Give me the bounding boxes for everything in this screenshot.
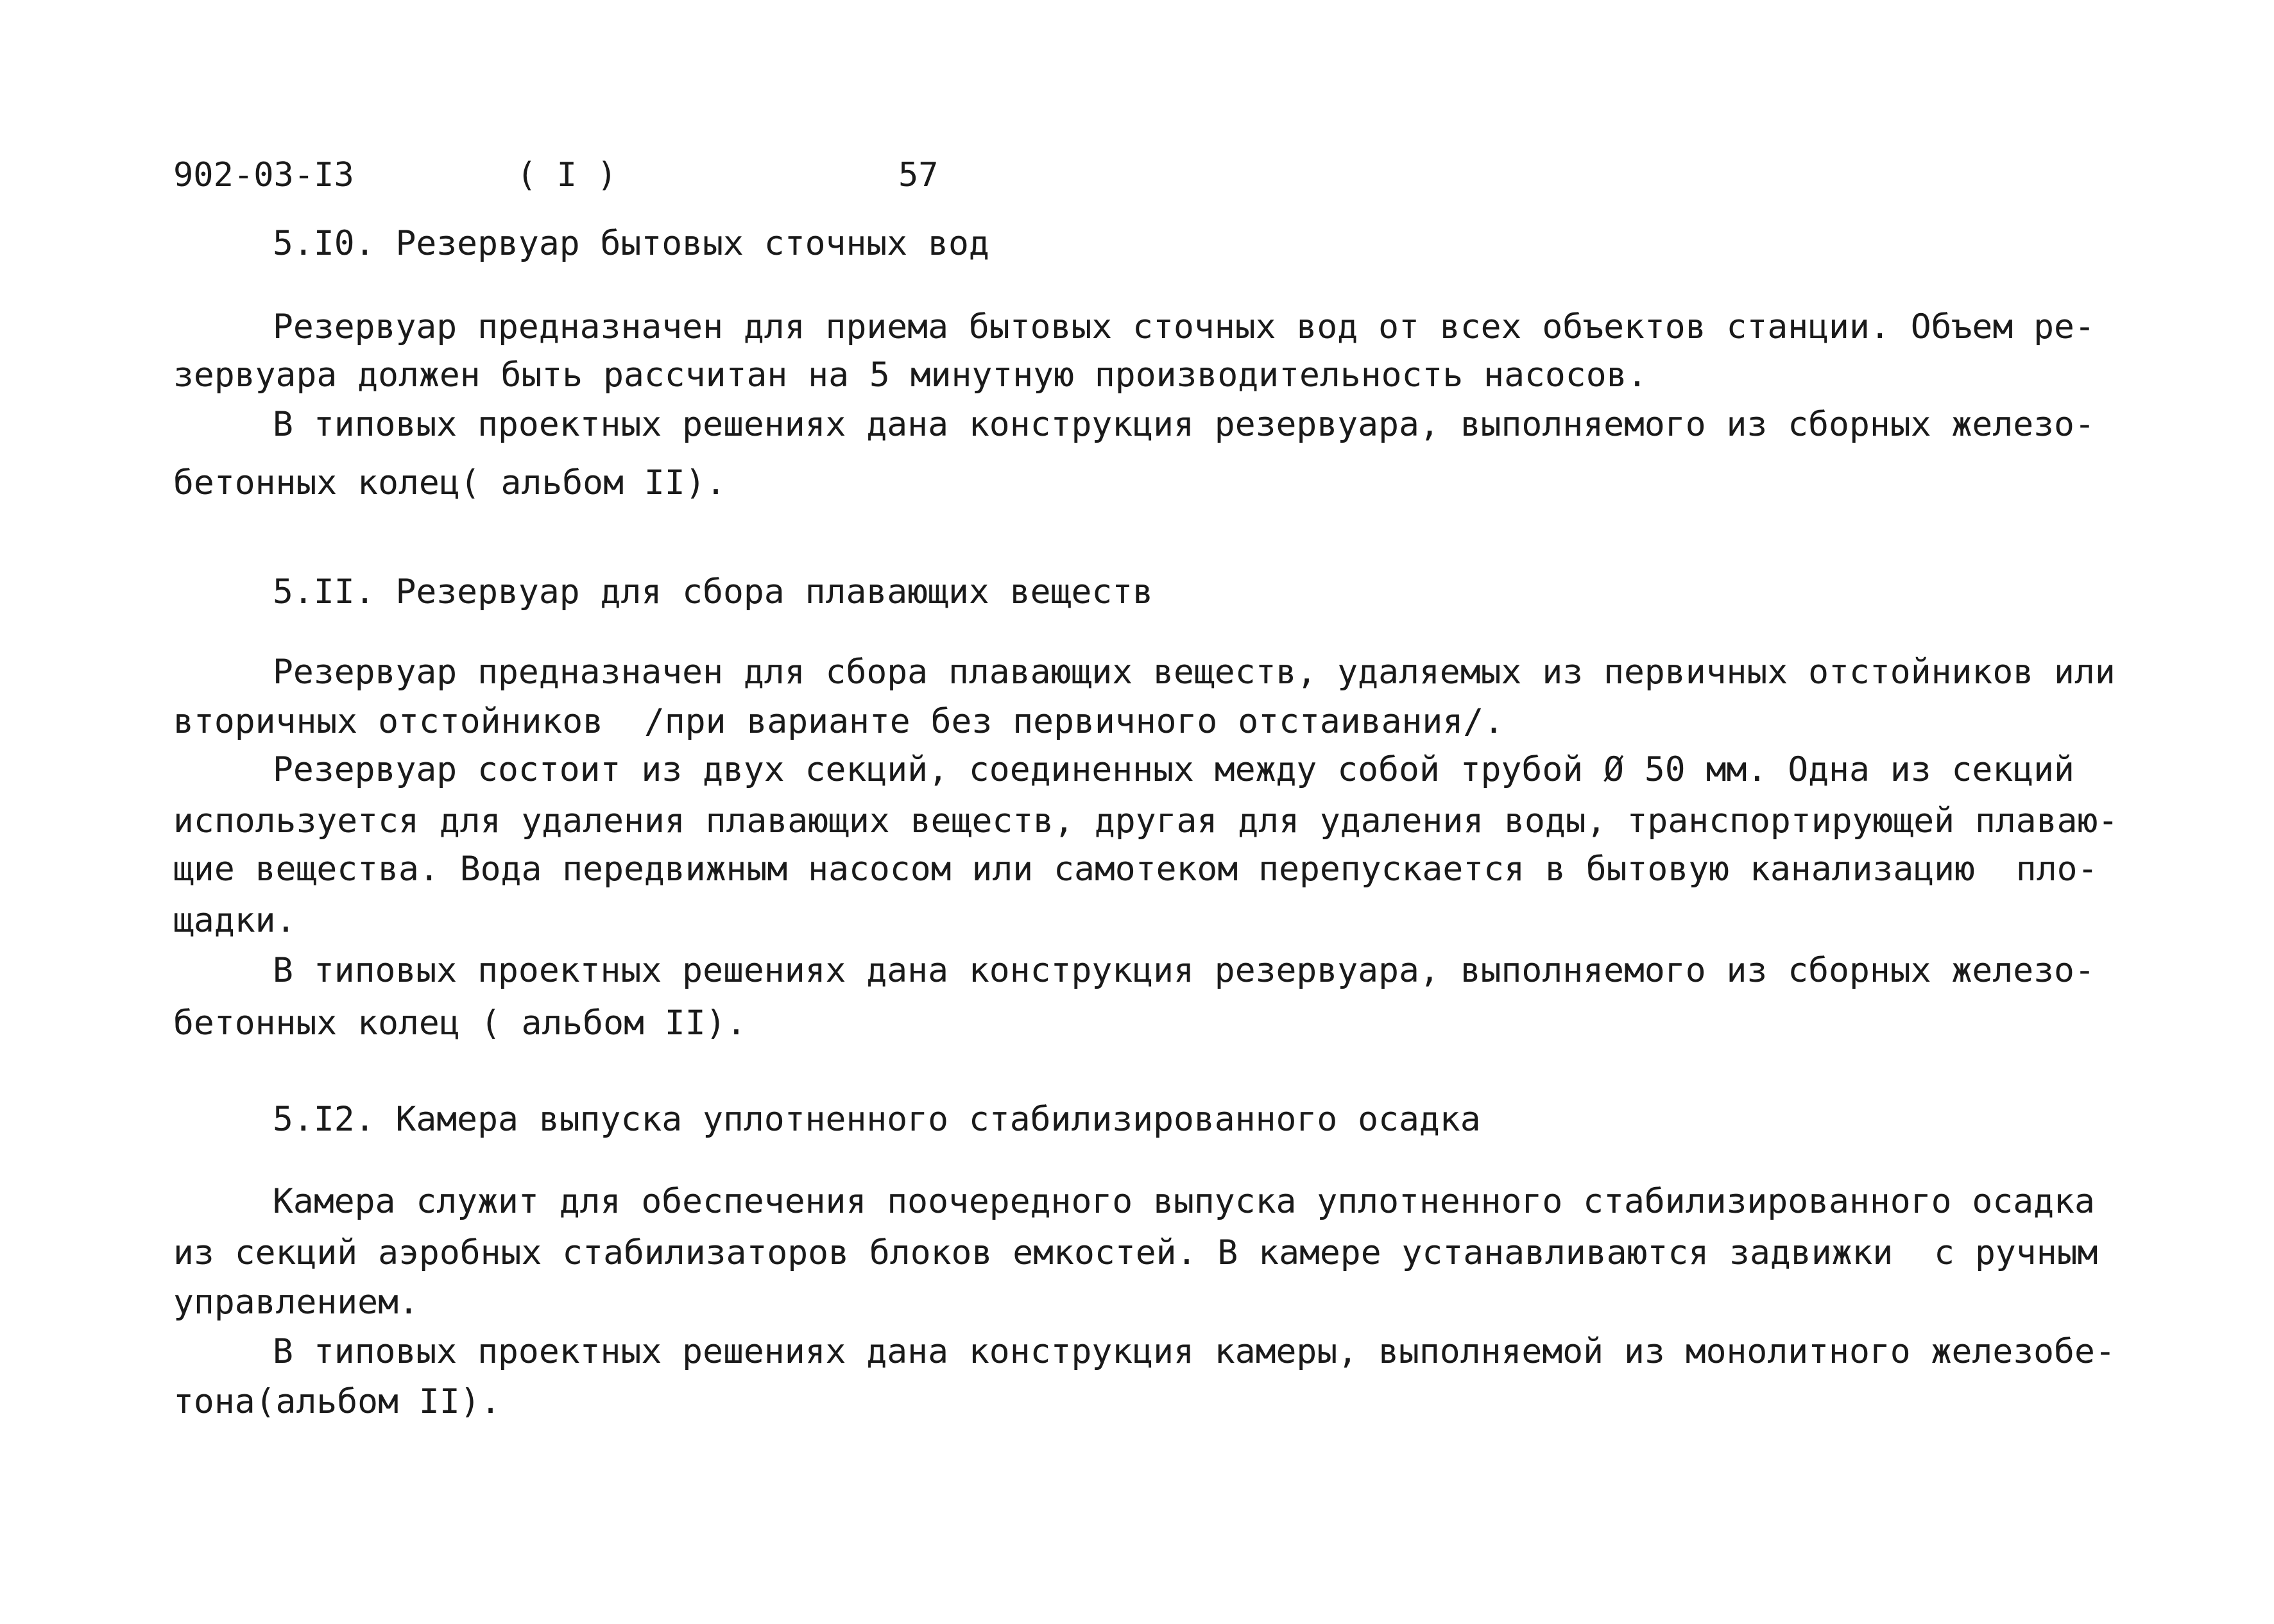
section-heading: 5.I0. Резервуар бытовых сточных вод bbox=[273, 224, 989, 263]
paragraph-line: В типовых проектных решениях дана конструкция резервуара, выполняемого из сборных железо- bbox=[273, 405, 2095, 444]
section-heading: 5.I2. Камера выпуска уплотненного стабилизированного осадка bbox=[273, 1100, 1481, 1139]
paragraph-line: щадки. bbox=[173, 901, 296, 940]
paragraph-line: В типовых проектных решениях дана конструкция камеры, выполняемой из монолитного железобе- bbox=[273, 1332, 2116, 1371]
paragraph-line: Резервуар состоит из двух секций, соединенных между собой трубой Ø 50 мм. Одна из секций bbox=[273, 750, 2074, 789]
paragraph-line: Резервуар предназначен для приема бытовых сточных вод от всех объектов станции. Объем ре- bbox=[273, 307, 2095, 346]
page-number: 57 bbox=[898, 156, 939, 194]
paragraph-line: вторичных отстойников /при варианте без первичного отстаивания/. bbox=[173, 702, 1505, 741]
paragraph-line: Резервуар предназначен для сбора плавающих веществ, удаляемых из первичных отстойников или bbox=[273, 653, 2116, 692]
paragraph-line: используется для удаления плавающих веществ, другая для удаления воды, транспортирующей плаваю- bbox=[173, 801, 2119, 841]
paragraph-line: управлением. bbox=[173, 1283, 419, 1322]
paragraph-line: зервуара должен быть рассчитан на 5 минутную производительность насосов. bbox=[173, 355, 1648, 395]
paragraph-line: из секций аэробных стабилизаторов блоков емкостей. В камере устанавливаются задвижки с ручным bbox=[173, 1233, 2098, 1272]
paragraph-line: В типовых проектных решениях дана конструкция резервуара, выполняемого из сборных железо- bbox=[273, 951, 2095, 990]
paragraph-line: щие вещества. Вода передвижным насосом или самотеком перепускается в бытовую канализацию пло- bbox=[173, 850, 2098, 889]
part-number: ( I ) bbox=[517, 156, 617, 194]
paragraph-line: бетонных колец ( альбом II). bbox=[173, 1004, 747, 1043]
paragraph-line: бетонных колец( альбом II). bbox=[173, 463, 726, 502]
paragraph-line: Камера служит для обеспечения поочередного выпуска уплотненного стабилизированного осадка bbox=[273, 1182, 2095, 1221]
paragraph-line: тона(альбом II). bbox=[173, 1382, 501, 1421]
document-code: 902-03-I3 bbox=[173, 156, 354, 194]
section-heading: 5.II. Резервуар для сбора плавающих веществ bbox=[273, 572, 1154, 611]
page-header bbox=[173, 153, 1007, 198]
